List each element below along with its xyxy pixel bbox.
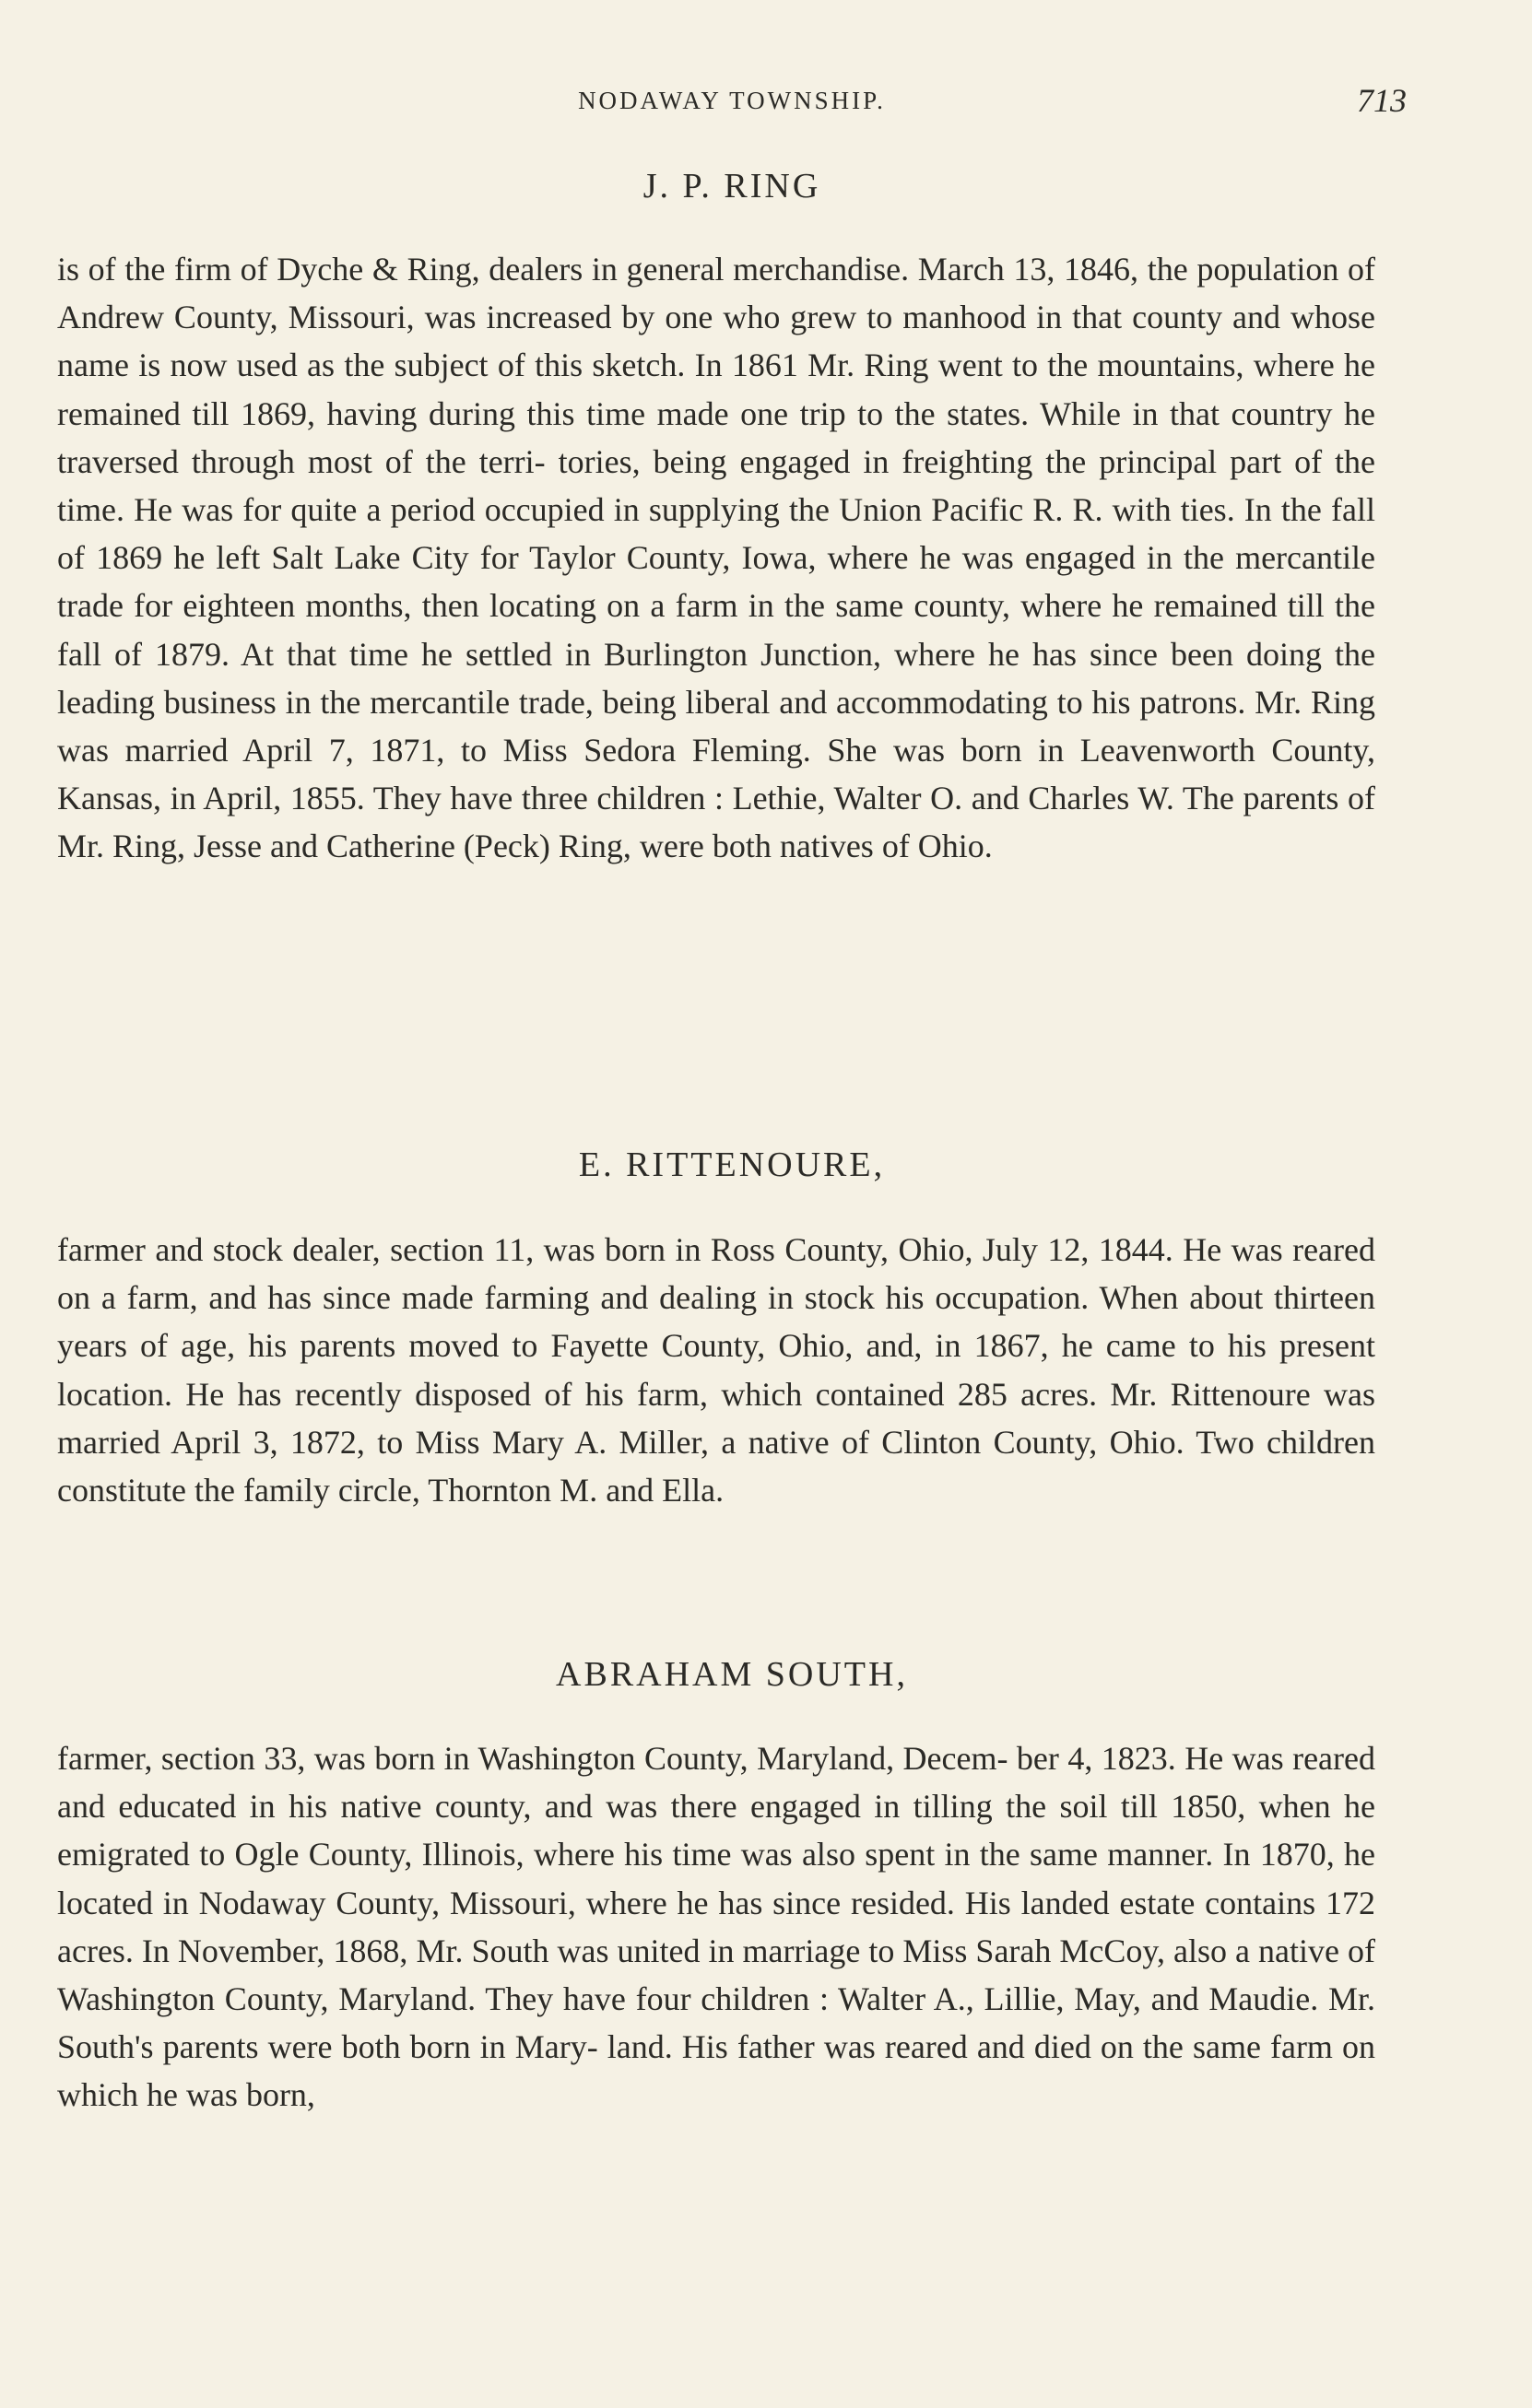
running-head [57,81,1407,119]
page-number: 713 [1357,82,1407,119]
entry-heading-rittenoure: E. RITTENOURE, [578,1145,886,1184]
entry-body-south: farmer, section 33, was born in Washington County, Maryland, Decem- ber 4, 1823. He was reared and educated in his native county, and was there engaged in tilling the soil till 1850, when he emigrated to Ogle County, Illinois, where his time was also spent in the same manner. In 1870, he located in Nodaway County, Missouri, where he has since resided. His landed estate contains 172 acres. In November, 1868, Mr. South was united in marriage to Miss Sarah McCoy, also a native of Washington County, Maryland. They have four children : Walter A., Lillie, May, and Maudie. Mr. South's parents were both born in Mary- land. His father was reared and died on the same farm on which he was born, [57,1740,1375,2114]
book-page [57,0,1407,2408]
running-title: NODAWAY TOWNSHIP. [578,87,886,114]
entry-heading-south: ABRAHAM SOUTH, [556,1655,908,1694]
entry-body-ring: is of the firm of Dyche & Ring, dealers in general merchandise. March 13, 1846, the population of Andrew County, Missouri, was increased by one who grew to manhood in that county and whose name is now used as the subject of this sketch. In 1861 Mr. Ring went to the mountains, where he remained till 1869, having during this time made one trip to the states. While in that country he traversed through most of the terri- tories, being engaged in freighting the principal part of the time. He was for quite a period occupied in supplying the Union Pacific R. R. with ties. In the fall of 1869 he left Salt Lake City for Taylor County, Iowa, where he was engaged in the mercantile trade for eighteen months, then locating on a farm in the same county, where he remained till the fall of 1879. At that time he settled in Burlington Junction, where he has since been doing the leading business in the mercantile trade, being liberal and accommodating to his patrons. Mr. Ring was married April 7, 1871, to Miss Sedora Fleming. She was born in Leavenworth County, Kansas, in April, 1855. They have three children : Lethie, Walter O. and Charles W. The parents of Mr. Ring, Jesse and Catherine (Peck) Ring, were both natives of Ohio. [57,251,1375,865]
entry-body-rittenoure: farmer and stock dealer, section 11, was born in Ross County, Ohio, July 12, 1844. He was reared on a farm, and has since made farming and dealing in stock his occupation. When about thirteen years of age, his parents moved to Fayette County, Ohio, and, in 1867, he came to his present location. He has recently disposed of his farm, which contained 285 acres. Mr. Rittenoure was married April 3, 1872, to Miss Mary A. Miller, a native of Clinton County, Ohio. Two children constitute the family circle, Thornton M. and Ella. [57,1231,1375,1509]
entry-heading-ring: J. P. RING [642,167,821,206]
